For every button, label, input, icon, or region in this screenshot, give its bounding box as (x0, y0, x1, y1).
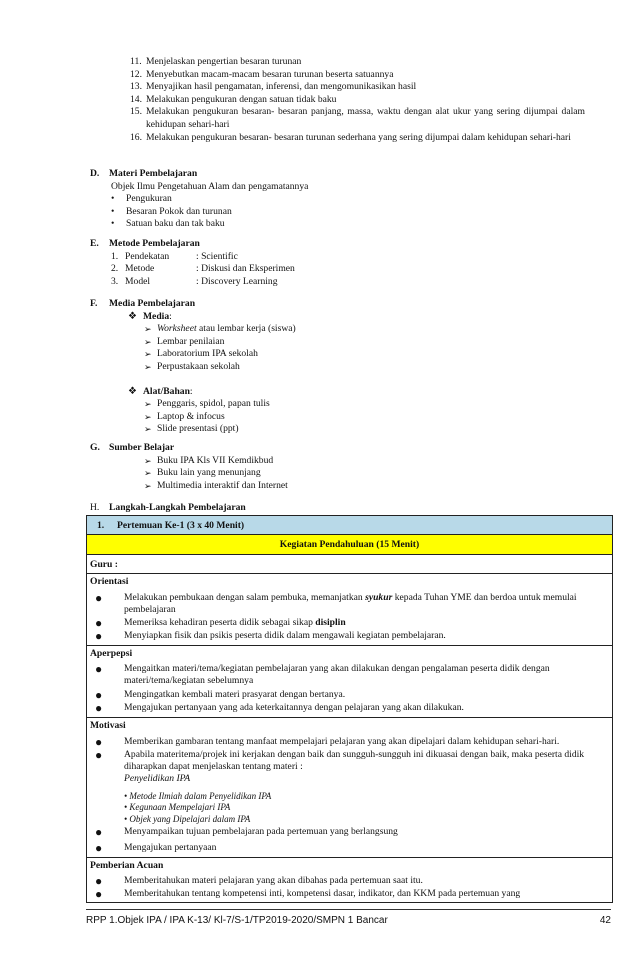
bullet-icon: ● (95, 874, 103, 889)
list-item: 14. Melakukan pengukuran dengan satuan tidak baku (130, 93, 337, 105)
section-intro: Objek Ilmu Pengetahuan Alam dan pengamatannya (111, 180, 309, 192)
apersepsi-heading: Aperpepsi (90, 647, 133, 659)
list-item: ● Memberitahukan tentang kompetensi inti, kompetensi dasar, indikator, dan KKM pada pertemuan yang (95, 887, 521, 902)
list-item: ● Mengajukan pertanyaan yang ada keterkaitannya dengan pelajaran yang akan dilakukan. (87, 702, 612, 718)
section-metode (90, 238, 610, 288)
list-item: ➢ Buku lain yang menunjang (144, 467, 261, 479)
section-heading: G. Sumber Belajar (90, 442, 175, 453)
list-item: ● Memberikan gambaran tentang manfaat mempelajari pelajaran yang akan dipelajari dalam kehidupan sehari-hari. (95, 734, 560, 749)
motivasi-heading: Motivasi (90, 720, 126, 732)
bullet-icon: ● (95, 700, 103, 715)
arrow-bullet-icon: ➢ (144, 455, 152, 466)
arrow-bullet-icon: ➢ (144, 468, 152, 479)
section-heading: D. Materi Pembelajaran (90, 168, 198, 179)
list-item: • Satuan baku dan tak baku (111, 218, 225, 230)
section-heading: F. Media Pembelajaran (90, 298, 196, 309)
list-item: 15. Melakukan pengukuran besaran- besaran panjang, massa, waktu dengan alat ukur yang sering dijumpai dalam kehidupan sehari-hari (130, 106, 585, 130)
arrow-bullet-icon: ➢ (144, 411, 152, 422)
bullet-icon: • (111, 193, 115, 205)
arrow-bullet-icon: ➢ (144, 361, 152, 372)
diamond-bullet-icon: ❖ (128, 385, 137, 397)
section-heading: H. Langkah-Langkah Pembelajaran (90, 502, 246, 513)
arrow-bullet-icon: ➢ (144, 349, 152, 360)
acuan-heading: Pemberian Acuan (90, 859, 164, 871)
bullet-icon: ● (95, 825, 103, 840)
arrow-bullet-icon: ➢ (144, 480, 152, 491)
bullet-icon: ● (95, 616, 103, 631)
list-item: 3. Model : Discovery Learning (111, 275, 278, 287)
bullet-icon: ● (95, 840, 103, 855)
arrow-bullet-icon: ➢ (144, 336, 152, 347)
bullet-icon: ● (95, 887, 103, 902)
list-item: ● Mengingatkan kembali materi prasyarat dengan bertanya. (95, 687, 346, 702)
footer-text: RPP 1.Objek IPA / IPA K-13/ Kl-7/S-1/TP2019-2020/SMPN 1 Bancar (86, 915, 388, 926)
topic-sub-item: • Objek yang Dipelajari dalam IPA (124, 813, 251, 824)
diamond-bullet-icon: ❖ (128, 310, 137, 322)
tools-heading: ❖ Alat/Bahan : (128, 385, 193, 397)
list-item: ➢ Laboratorium IPA sekolah (144, 348, 258, 360)
section-heading: E. Metode Pembelajaran (90, 238, 200, 249)
list-item: ➢ Slide presentasi (ppt) (144, 423, 239, 435)
orientasi-heading: Orientasi (90, 576, 129, 588)
guru-label: Guru : (87, 557, 612, 574)
arrow-bullet-icon: ➢ (144, 324, 152, 335)
learning-steps-table (86, 515, 613, 903)
list-item: ● Menyampaikan tujuan pembelajaran pada pertemuan yang berlangsung (95, 825, 398, 840)
section-langkah (90, 502, 610, 515)
arrow-bullet-icon: ➢ (144, 399, 152, 410)
bullet-icon: • (111, 218, 115, 230)
list-item: ● Mengaitkan materi/tema/kegiatan pembelajaran yang akan dilakukan dengan pengalaman peserta didik dengan materi/tema/kegiatan sebelumnya (95, 662, 550, 687)
list-item: ➢ Multimedia interaktif dan Internet (144, 479, 288, 491)
list-item: ➢ Worksheet atau lembar kerja (siswa) (144, 323, 296, 335)
list-item: 1. Pendekatan : Scientific (111, 250, 238, 262)
list-item: ● Melakukan pembukaan dengan salam pembuka, memanjatkan syukur kepada Tuhan YME dan berdoa untuk memulai pembelajaran (95, 590, 577, 615)
list-item: ● Mengajukan pertanyaan (87, 842, 612, 858)
page-footer (86, 909, 611, 926)
list-item: ➢ Laptop & infocus (144, 410, 225, 422)
list-item: ➢ Perpustakaan sekolah (144, 360, 240, 372)
section-materi (90, 168, 610, 231)
list-item: • Pengukuran (111, 193, 172, 205)
bullet-icon: ● (95, 687, 103, 702)
objectives-list (130, 56, 585, 144)
list-item: ➢ Lembar penilaian (144, 335, 225, 347)
activity-header-row: Kegiatan Pendahuluan (15 Menit) (87, 535, 612, 555)
bullet-icon: • (111, 205, 115, 217)
bullet-icon: ● (95, 629, 103, 644)
list-item: 11. Menjelaskan pengertian besaran turunan (130, 56, 302, 67)
list-item: 2. Metode : Diskusi dan Eksperimen (111, 263, 295, 275)
meeting-header-row: 1. Pertemuan Ke-1 (3 x 40 Menit) (87, 516, 612, 535)
bullet-icon: ● (95, 662, 103, 677)
list-item: ➢ Buku IPA Kls VII Kemdikbud (144, 454, 274, 466)
list-item: 13. Menyajikan hasil pengamatan, inferensi, dan mengomunikasikan hasil (130, 81, 417, 93)
bullet-icon: ● (95, 590, 103, 605)
topic-sub-item: • Kegunaan Mempelajari IPA (124, 802, 231, 813)
list-item: ● Menyiapkan fisik dan psikis peserta didik dalam mengawali kegiatan pembelajaran. (87, 630, 612, 645)
list-item: ● Memeriksa kehadiran peserta didik sebagai sikap disiplin (95, 616, 346, 631)
list-item: ● Memberitahukan materi pelajaran yang akan dibahas pada pertemuan saat itu. (95, 874, 423, 889)
bullet-icon: ● (95, 747, 103, 762)
list-item: ➢ Penggaris, spidol, papan tulis (144, 398, 270, 410)
list-item: ● Apabila materitema/projek ini kerjakan dengan baik dan sungguh-sungguh ini dikuasai dengan baik, maka peserta didik diharapkan dapat menjelaskan tentang materi : Penyelidikan IPA (95, 747, 585, 785)
section-sumber (90, 442, 610, 492)
list-item: 12. Menyebutkan macam-macam besaran turunan beserta satuannya (130, 68, 394, 80)
arrow-bullet-icon: ➢ (144, 424, 152, 435)
media-heading: ❖ Media : (128, 310, 172, 322)
list-item: • Besaran Pokok dan turunan (111, 205, 232, 217)
page-number: 42 (599, 915, 611, 926)
list-item: 16. Melakukan pengukuran besaran- besaran turunan sederhana yang sering dijumpai dalam kehidupan sehari-hari (130, 131, 571, 143)
bullet-icon: ● (95, 734, 103, 749)
topic-sub-item: • Metode Ilmiah dalam Penyelidikan IPA (124, 790, 272, 801)
activity-body (87, 555, 612, 901)
section-media (90, 298, 610, 436)
